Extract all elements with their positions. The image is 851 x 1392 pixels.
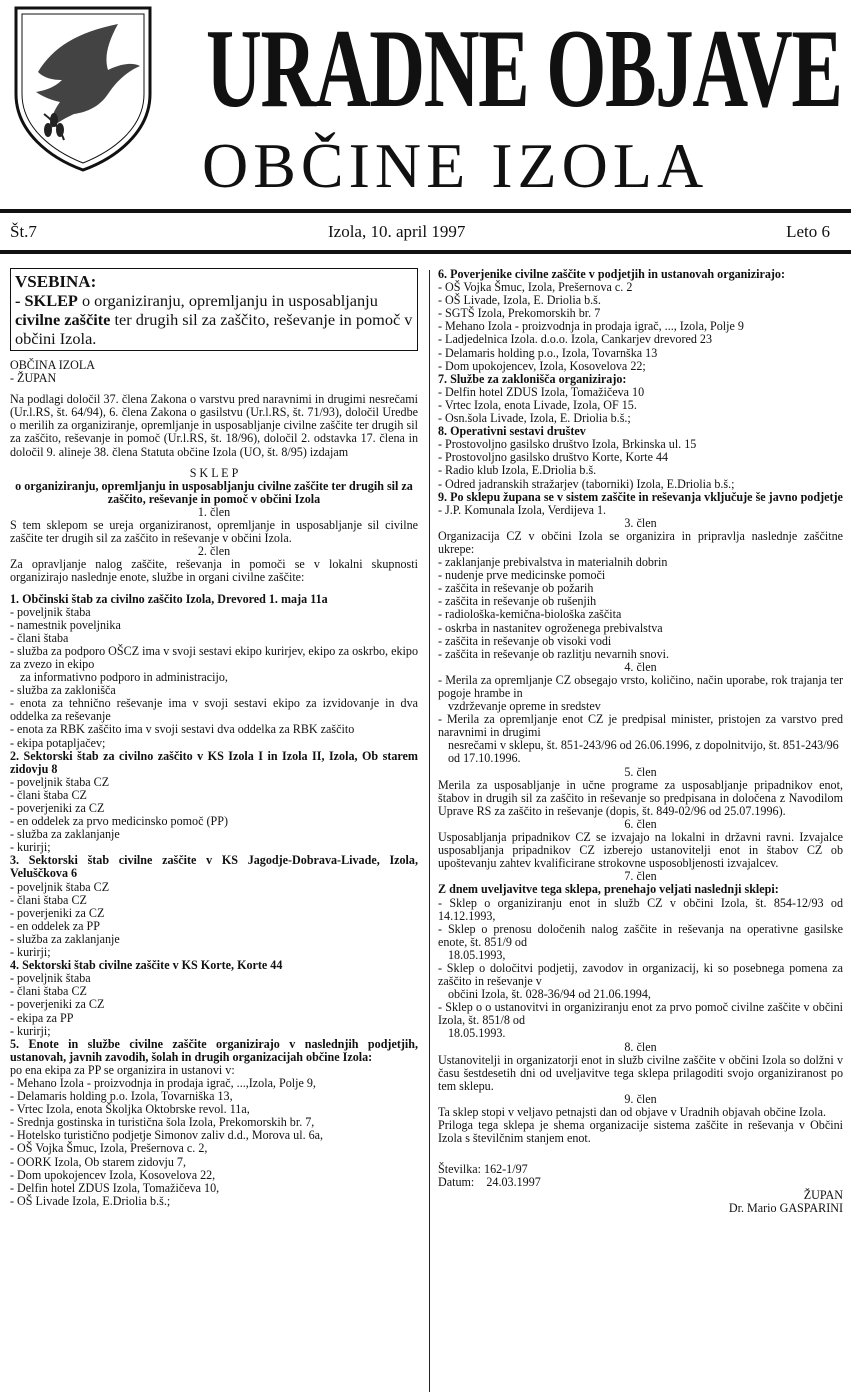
text-line: - služba za zaklonišča xyxy=(10,683,116,698)
text-line: - poveljnik štaba xyxy=(10,971,91,986)
text-line: - radiološka-kemična-biološka zaščita xyxy=(438,607,622,622)
article-heading: 7. člen xyxy=(624,869,657,884)
article-heading: 9. člen xyxy=(624,1091,657,1106)
text-line: - Delfin hotel ZDUS Izola, Tomažičeva 10 xyxy=(438,384,645,399)
text-line: - SGTŠ Izola, Prekomorskih br. 7 xyxy=(438,306,601,321)
text-line: - Sklep o prenosu določenih nalog zaščite in reševanja na operativne gasilske enote, št. 851/9 od xyxy=(438,921,843,949)
section-heading: 3. Sektorski štab civilne zaščite v KS Jagodje-Dobrava-Livade, Izola, Veluščkova 6 xyxy=(10,853,418,881)
text-line: - poverjeniki za CZ xyxy=(10,997,105,1012)
masthead-title: URADNE OBJAVE xyxy=(206,7,842,131)
text-line: - Ladjedelnica Izola. d.o.o. Izola, Cankarjev drevored 23 xyxy=(438,332,713,347)
top-rule xyxy=(0,209,851,213)
bottom-rule xyxy=(0,250,851,254)
text-line: - člani štaba CZ xyxy=(10,892,87,907)
text-line: - Srednja gostinska in turistična šola Izola, Prekomorskih br. 7, xyxy=(10,1115,315,1130)
article-heading: 6. člen xyxy=(624,816,657,831)
article-heading: 8. člen xyxy=(624,1039,657,1054)
text-line: - zaščita in reševanje ob razlitju nevarnih snovi. xyxy=(438,646,670,661)
text-line: - namestnik poveljnika xyxy=(10,617,121,632)
text-line: nesrečami v sklepu, št. 851-243/96 od 26.06.1996, z dopolnitvijo, št. 851-243/96 od 17.10.1996. xyxy=(448,738,839,766)
text-line: - člani štaba CZ xyxy=(10,787,87,802)
column-divider xyxy=(429,270,430,1392)
text-line: - nudenje prve medicinske pomoči xyxy=(438,568,606,583)
left-column xyxy=(10,268,418,1208)
text-line: Ta sklep stopi v veljavo petnajsti dan od objave v Uradnih objavah občine Izola. xyxy=(438,1105,827,1119)
text-line: po ena ekipa za PP se organizira in ustanovi v: xyxy=(10,1062,235,1077)
text-line: - kurirji; xyxy=(10,945,51,960)
text-line: - Vrtec Izola, enota Livade, Izola, OF 15. xyxy=(438,397,637,412)
issue-info-row xyxy=(10,222,830,246)
text-line: 18.05.1993, xyxy=(448,947,506,962)
text-line: - oskrba in nastanitev ogroženega prebivalstva xyxy=(438,620,663,635)
signatory-title: ŽUPAN xyxy=(803,1188,843,1203)
text-line: - služba za zaklanjanje xyxy=(10,931,120,946)
text-line: - člani štaba CZ xyxy=(10,984,87,999)
left-column-body xyxy=(10,359,418,1208)
text-line: - Dom upokojencev, Izola, Kosovelova 22; xyxy=(438,358,646,373)
section-heading: 5. Enote in službe civilne zaščite organizirajo v naslednjih podjetjih, ustanovah, javnih zavodih, šolah in drugih organizacijah občine Izola: xyxy=(10,1036,418,1064)
text-line: - poveljnik štaba xyxy=(10,604,91,619)
section-heading: 6. Poverjenike civilne zaščite v podjetjih in ustanovah organizirajo: xyxy=(438,267,785,281)
text-line: - Osn.šola Livade, Izola, E. Driolia b.š.; xyxy=(438,411,631,426)
section-heading: 2. Sektorski štab za civilno zaščito v KS Izola I in Izola II, Izola, Ob starem zidovju 8 xyxy=(10,748,418,776)
text-line: - poveljnik štaba CZ xyxy=(10,774,110,789)
izola-coat-of-arms-icon xyxy=(8,2,158,174)
text-line: OBČINA IZOLA xyxy=(10,358,95,372)
text-line: Merila za usposabljanje in učne programe za usposabljanje pripadnikov enot, štabov in drugih sil za zaščito in reševanje so predpisana in določena z Navodilom Uprave RS za zaščito in reševanje (dopis, št. 849-02/96 od 25.07.1996). xyxy=(438,777,843,818)
signature-block xyxy=(438,1157,843,1217)
text-line: - Sklep o organiziranju enot in služb CZ v občini Izola, št. 854-12/93 od 14.12.1993, xyxy=(438,895,843,923)
text-line: - Mehano Izola - proizvodnja in prodaja igrač, ..., Izola, Polje 9 xyxy=(438,319,744,334)
signatory-name: Dr. Mario GASPARINI xyxy=(728,1201,843,1216)
text-line: - člani štaba xyxy=(10,630,69,645)
text-line: - Radio klub Izola, E.Driolia b.š. xyxy=(438,463,597,478)
text-line: - kurirji; xyxy=(10,1023,51,1038)
text-line: Ustanovitelji in organizatorji enot in služb civilne zaščite v občini Izola so dolžni v času šestdesetih dni od uveljavitve tega sklepa prilagoditi svojo organiziranost po tem sklepu. xyxy=(438,1052,843,1093)
text-line: - Hotelsko turistično podjetje Simonov zaliv d.d., Morova ul. 6a, xyxy=(10,1128,324,1143)
text-line: - OŠ Vojka Šmuc, Izola, Prešernova c. 2 xyxy=(438,280,633,295)
article-heading: 5. člen xyxy=(624,764,657,779)
text-line: - zaščita in reševanje ob požarih xyxy=(438,581,594,596)
text-line: - kurirji; xyxy=(10,840,51,855)
text-line: - enota za RBK zaščito ima v svoji sestavi dva oddelka za RBK zaščito xyxy=(10,722,355,737)
article-heading: 1. člen xyxy=(197,504,231,519)
text-line: - OORK Izola, Ob starem zidovju 7, xyxy=(10,1154,186,1169)
text-line: S tem sklepom se ureja organiziranost, opremljanje in usposabljanje sil civilne zaščite ter drugih sil za zaščito in reševanje v občini Izola. xyxy=(10,518,418,546)
text-line: - poveljnik štaba CZ xyxy=(10,879,110,894)
text-line: - ŽUPAN xyxy=(10,371,57,386)
article-heading: 4. člen xyxy=(624,659,657,674)
document-date: Datum: 24.03.1997 xyxy=(438,1175,541,1190)
text-line: Na podlagi določil 37. člena Zakona o varstvu pred naravnimi in drugimi nesrečami (Ur.l.RS, št. 64/94), 6. člena Zakona o gasilstvu (Ur.l.RS, št. 71/93), določil Uredbe o merilih za organiziranje, opremljanje in usposabljanje civilne zaščite ter drugih sil za zaščito, reševanje in pomoč (Ur.l.RS, št. 18/96), določil 2. odstavka 17. člena in določil 9. alineje 38. člena Statuta občine Izola (UO, št. 8/95) izdajam xyxy=(10,392,418,459)
text-line: - služba za zaklanjanje xyxy=(10,827,120,842)
contents-lead: - SKLEP xyxy=(15,291,78,310)
text-line: - en oddelek za prvo medicinsko pomoč (PP) xyxy=(10,814,228,829)
masthead-subtitle: OBČINE IZOLA xyxy=(202,130,709,201)
section-heading: 1. Občinski štab za civilno zaščito Izola, Drevored 1. maja 11a xyxy=(10,591,328,606)
text-line: - Vrtec Izola, enota Školjka Oktobrske revol. 11a, xyxy=(10,1102,250,1117)
text-line: - ekipa za PP xyxy=(10,1010,74,1025)
section-heading: 9. Po sklepu župana se v sistem zaščite in reševanja vključuje še javno podjetje xyxy=(438,489,843,504)
right-column-body xyxy=(438,268,843,1145)
text-line: - Sklep o o ustanovitvi in organiziranju enot za prvo pomoč civilne zaščite v občini Izola, št. 851/8 od xyxy=(438,1000,843,1028)
text-line: 18.05.1993. xyxy=(448,1026,506,1041)
text-line: - služba za podporo OŠCZ ima v svoji sestavi ekipo kurirjev, ekipo za oskrbo, ekipo za zvezo in ekipo xyxy=(10,643,418,671)
text-line: - poverjeniki za CZ xyxy=(10,905,105,920)
section-heading: 4. Sektorski štab civilne zaščite v KS Korte, Korte 44 xyxy=(10,958,283,973)
masthead xyxy=(0,0,851,205)
section-heading: Z dnem uveljavitve tega sklepa, prenehajo veljati naslednji sklepi: xyxy=(438,882,779,897)
contents-bold-b: civilne zaščite xyxy=(15,310,111,329)
contents-box xyxy=(10,268,418,351)
text-line: - zaščita in reševanje ob rušenjih xyxy=(438,594,597,609)
text-line: - Dom upokojencev Izola, Kosovelova 22, xyxy=(10,1167,216,1182)
article-heading: 2. člen xyxy=(197,544,231,559)
text-line: - Delfin hotel ZDUS Izola, Tomažičeva 10, xyxy=(10,1180,220,1195)
text-line: - Merila za opremljanje CZ obsegajo vrsto, količino, način uporabe, rok trajanja ter pogoje hrambe in xyxy=(438,672,843,700)
issue-number: Št.7 xyxy=(10,222,37,241)
text-line: - Delamaris holding p.o., Izola, Tovarnška 13 xyxy=(438,345,658,360)
text-line: - Mehano Izola - proizvodnja in prodaja igrač, ...,Izola, Polje 9, xyxy=(10,1075,316,1090)
text-line: Organizacija CZ v občini Izola se organizira in pripravlja naslednje zaščitne ukrepe: xyxy=(438,528,843,556)
text-line: - zaklanjanje prebivalstva in materialnih dobrin xyxy=(438,555,668,570)
article-heading: S K L E P xyxy=(189,465,239,480)
article-heading: o organiziranju, opremljanju in usposabljanju civilne zaščite ter drugih sil za zaščito, reševanje in pomoč v občini Izola xyxy=(15,478,413,506)
text-line: - Odred jadranskih stražarjev (taborniki) Izola, E.Driolia b.š.; xyxy=(438,476,735,491)
text-line: - Prostovoljno gasilsko društvo Korte, Korte 44 xyxy=(438,450,669,465)
issue-year: Leto 6 xyxy=(786,222,830,241)
text-line: - Sklep o določitvi podjetij, zavodov in organizacij, ki so posebnega pomena za zaščito in reševanje v xyxy=(438,960,843,989)
text-line: - OŠ Vojka Šmuc, Izola, Prešernova c. 2, xyxy=(10,1141,208,1156)
text-line: za informativno podporo in administracijo, xyxy=(20,670,228,685)
text-line: Usposabljanja pripadnikov CZ se izvajajo na lokalni in državni ravni. Izvajalce usposabljanja pripadnikov CZ izberejo ustanovitelji enot in štabov CZ ob upoštevanju zahtev kvalificirane strokovne usposobljenosti izvajalcev. xyxy=(438,830,843,871)
text-line: vzdrževanje opreme in sredstev xyxy=(448,699,601,714)
article-heading: 3. člen xyxy=(624,515,657,530)
text-line: - enota za tehnično reševanje ima v svoji sestavi ekipo za izvidovanje in dva oddelka za reševanje xyxy=(10,696,418,724)
section-heading: 7. Službe za zaklonišča organizirajo: xyxy=(438,371,627,386)
document-number: Številka: 162-1/97 xyxy=(438,1162,528,1177)
section-heading: 8. Operativni sestavi društev xyxy=(438,424,586,439)
text-line: - OŠ Livade Izola, E.Driolia b.š.; xyxy=(10,1193,171,1208)
text-line: Za opravljanje nalog zaščite, reševanja in pomoči se v lokalni skupnosti organizirajo naslednje enote, službe in organi civilne zaščite: xyxy=(10,557,418,585)
right-column xyxy=(438,268,843,1217)
text-line: - Merila za opremljanje enot CZ je predpisal minister, pristojen za varstvo pred naravnimi in drugimi xyxy=(438,712,843,740)
text-line: - OŠ Livade, Izola, E. Driolia b.š. xyxy=(438,293,601,308)
text-line: občini Izola, št. 028-36/94 od 21.06.1994, xyxy=(448,987,651,1002)
text-line: - J.P. Komunala Izola, Verdijeva 1. xyxy=(438,502,607,517)
text-line: - ekipa potapljačev; xyxy=(10,735,106,750)
text-line: Priloga tega sklepa je shema organizacije sistema zaščite in reševanja v Občini Izola s številčnim stanjem enot. xyxy=(438,1118,843,1146)
text-line: - zaščita in reševanje ob visoki vodi xyxy=(438,633,612,648)
text-line: - Prostovoljno gasilsko društvo Izola, Brkinska ul. 15 xyxy=(438,437,697,452)
contents-entry xyxy=(15,291,413,348)
text-line: - Delamaris holding p.o. Izola, Tovarniška 13, xyxy=(10,1089,233,1104)
text-line: - poverjeniki za CZ xyxy=(10,801,105,815)
text-line: - en oddelek za PP xyxy=(10,918,101,933)
issue-place-date: Izola, 10. april 1997 xyxy=(328,222,466,241)
contents-text-c: ter drugih sil za zaščito, reševanje in pomoč v občini Izola. xyxy=(15,310,413,348)
contents-heading: VSEBINA: xyxy=(15,272,97,291)
contents-text-a: o organiziranju, opremljanju in usposabljanju xyxy=(77,291,378,310)
